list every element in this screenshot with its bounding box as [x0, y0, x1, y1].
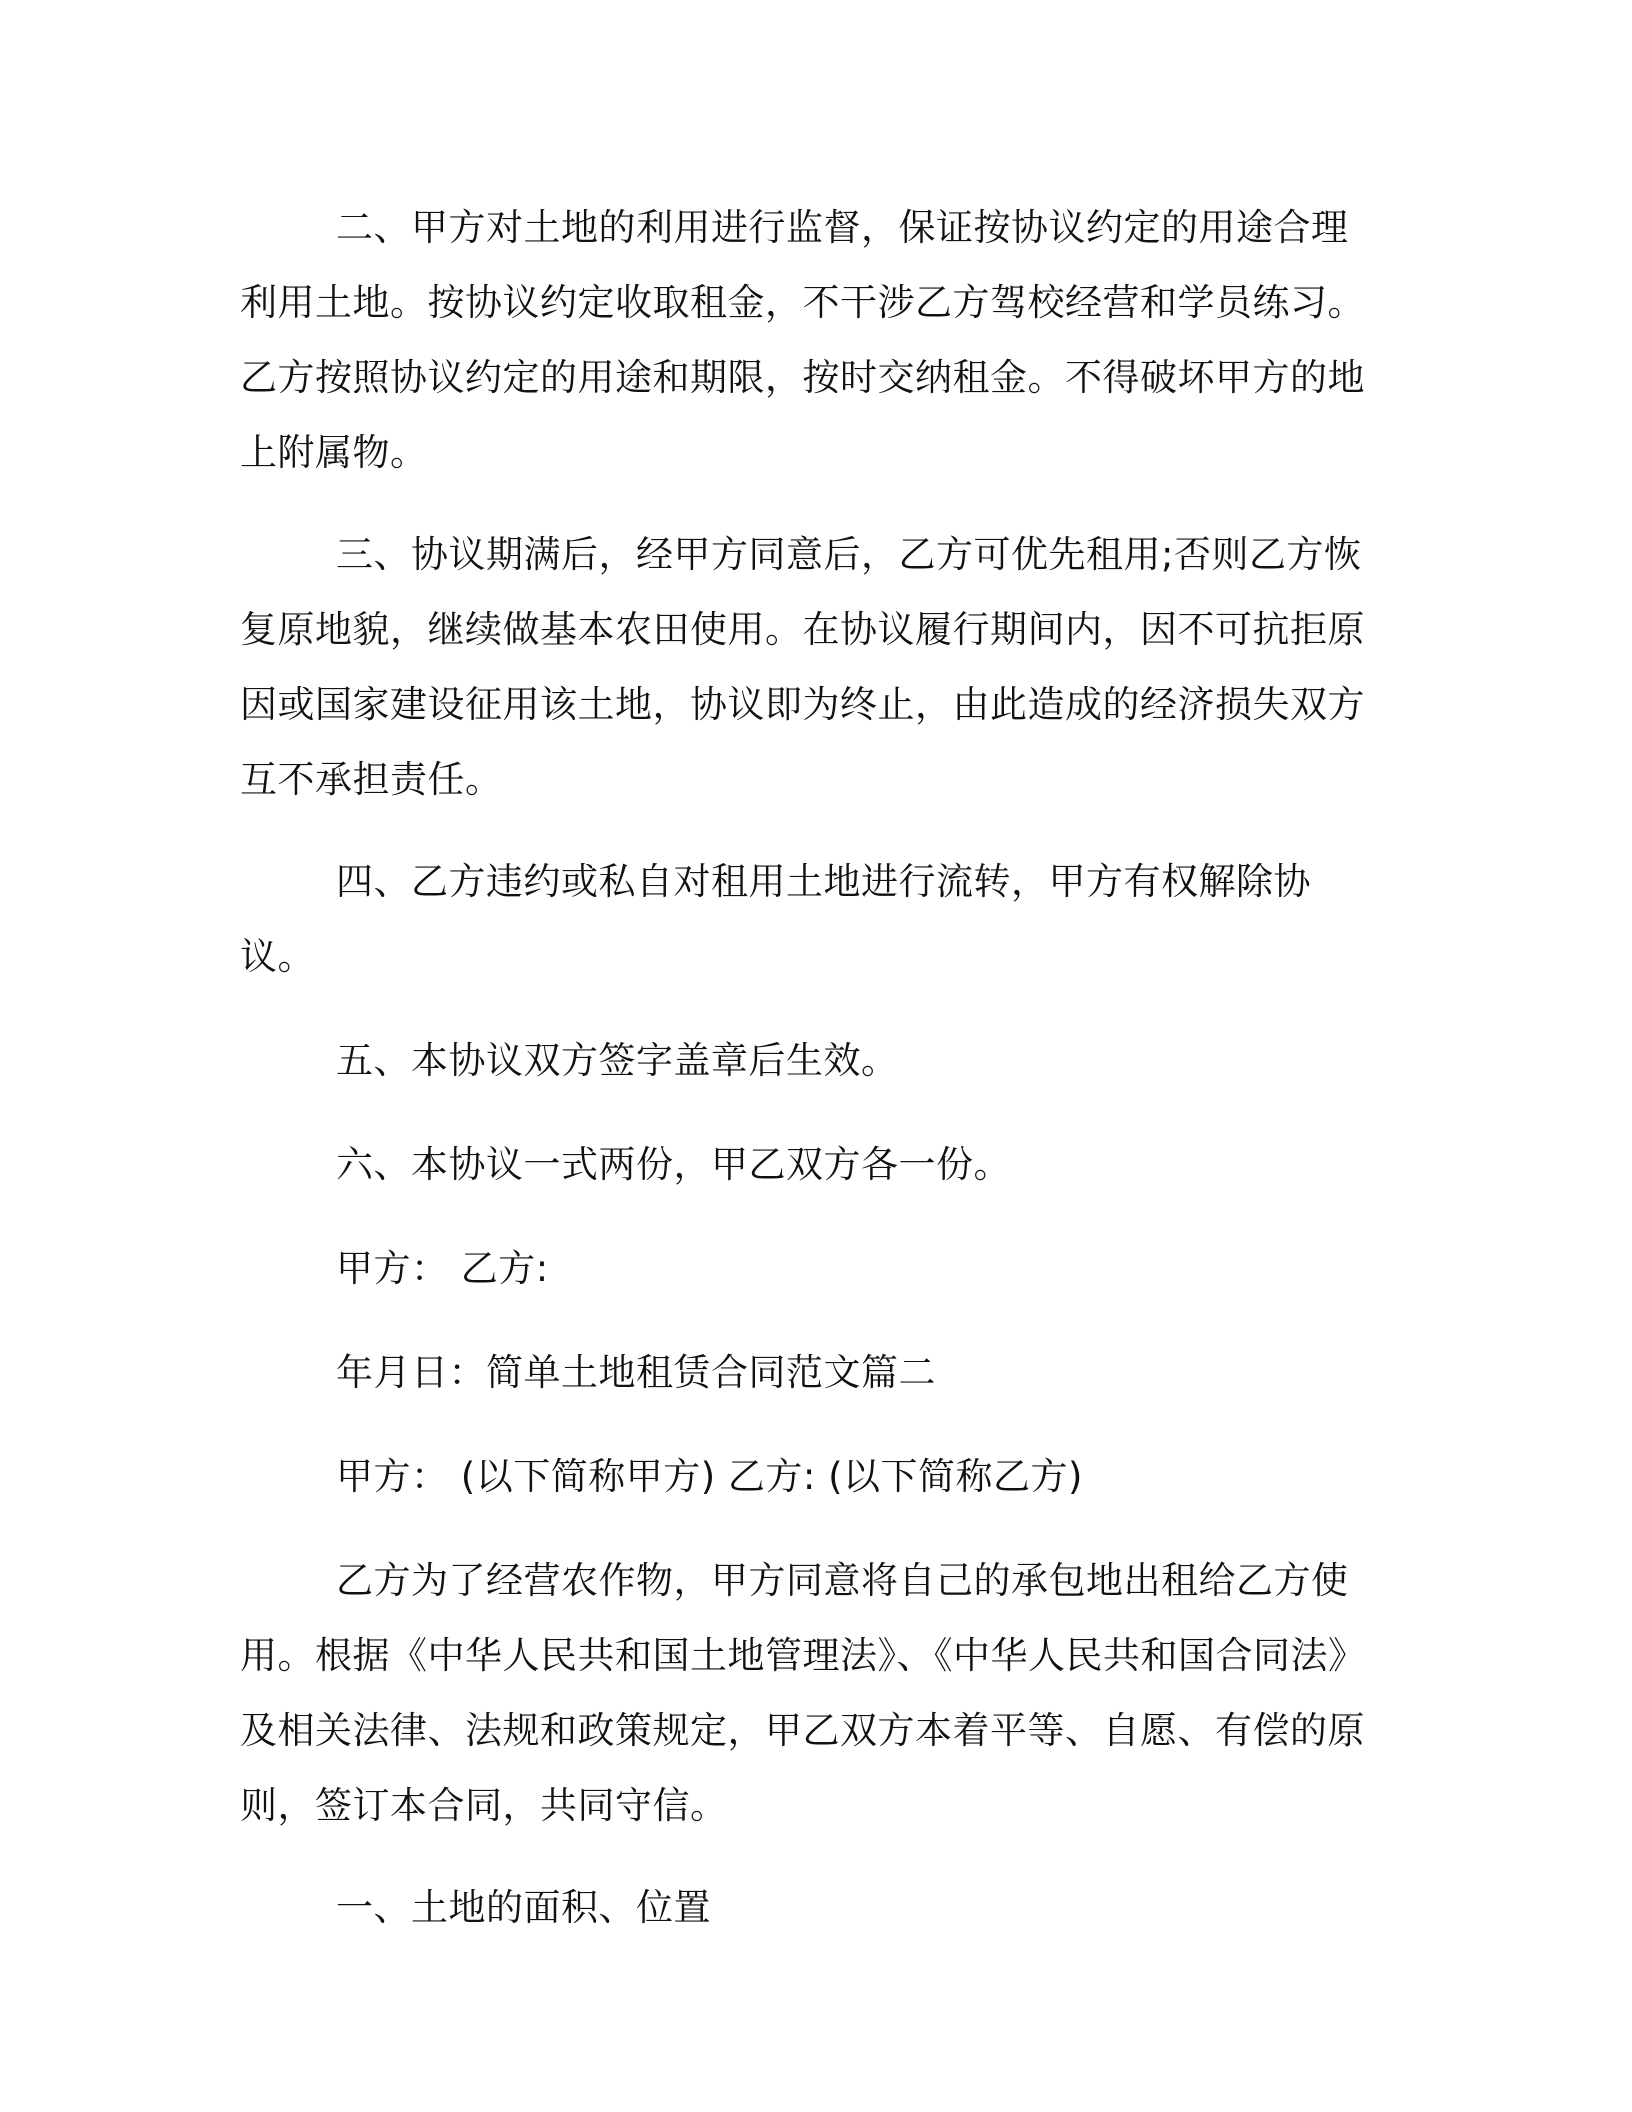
- paragraph-preamble: 乙方为了经营农作物，甲方同意将自己的承包地出租给乙方使用。根据《中华人民共和国土地管理法》、《中华人民共和国合同法》及相关法律、法规和政策规定，甲乙双方本着平等、自愿、有偿的原则，签订本合同，共同守信。: [240, 1559, 1366, 1827]
- paragraph-clause-2: 二、甲方对土地的利用进行监督，保证按协议约定的用途合理利用土地。按协议约定收取租金，不干涉乙方驾校经营和学员练习。 乙方按照协议约定的用途和期限，按时交纳租金。不得破坏甲方的地上附属物。: [240, 206, 1365, 474]
- paragraph-clause-3: 三、协议期满后，经甲方同意后，乙方可优先租用;否则乙方恢复原地貌，继续做基本农田使用。在协议履行期间内，因不可抗拒原因或国家建设征用该土地，协议即为终止，由此造成的经济损失双方互不承担责任。: [240, 533, 1365, 801]
- paragraph-clause-6: 六、本协议一式两份，甲乙双方各一份。: [336, 1143, 1011, 1186]
- date-and-heading-line: 年月日：简单土地租赁合同范文篇二: [336, 1351, 936, 1394]
- parties-line: 甲方： (以下简称甲方) 乙方: (以下简称乙方): [336, 1455, 1083, 1498]
- paragraph-clause-4: 四、乙方违约或私自对租用土地进行流转，甲方有权解除协议。: [240, 860, 1311, 978]
- paragraph-clause-5: 五、本协议双方签字盖章后生效。: [336, 1039, 899, 1082]
- document-body: [240, 190, 1370, 1945]
- section-heading-land-area: 一、土地的面积、位置: [336, 1886, 711, 1929]
- signature-line: 甲方： 乙方:: [336, 1247, 549, 1290]
